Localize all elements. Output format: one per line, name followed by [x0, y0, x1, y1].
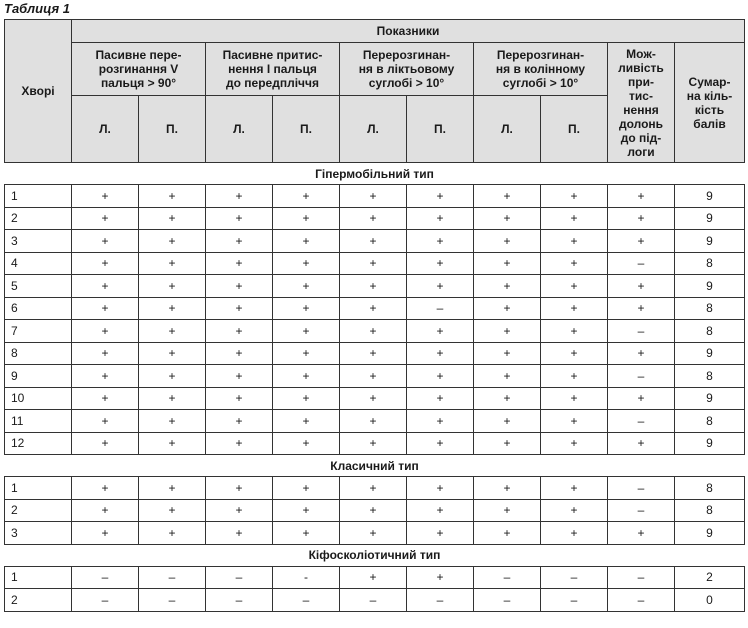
indicator-cell: – — [474, 589, 541, 612]
indicator-cell: + — [273, 230, 340, 253]
indicator-cell: + — [474, 252, 541, 275]
indicator-cell: + — [340, 499, 407, 522]
left-header: Л. — [72, 96, 139, 163]
indicator-cell: + — [407, 320, 474, 343]
indicator-cell: + — [474, 365, 541, 388]
indicator-cell: + — [407, 566, 474, 589]
indicator-cell: + — [72, 410, 139, 433]
indicator-cell: + — [541, 320, 608, 343]
indicator-cell: + — [72, 499, 139, 522]
indicator-cell: + — [139, 230, 206, 253]
indicator-cell: + — [206, 365, 273, 388]
indicator-cell: + — [541, 522, 608, 545]
patient-number: 7 — [5, 320, 72, 343]
indicator-cell: + — [139, 297, 206, 320]
indicator-cell: + — [72, 342, 139, 365]
indicator-cell: + — [72, 207, 139, 230]
indicator-cell: + — [407, 365, 474, 388]
indicator-cell: + — [541, 477, 608, 500]
indicator-cell: + — [72, 365, 139, 388]
section-title: Класичний тип — [5, 455, 745, 477]
total-score: 8 — [675, 365, 745, 388]
indicator-cell: + — [206, 477, 273, 500]
indicator-cell: + — [72, 320, 139, 343]
table-row — [5, 207, 745, 230]
indicator-cell: + — [340, 387, 407, 410]
indicator-cell: + — [340, 477, 407, 500]
indicator-cell: + — [407, 275, 474, 298]
total-score: 9 — [675, 522, 745, 545]
indicator-cell: + — [340, 410, 407, 433]
total-score: 8 — [675, 320, 745, 343]
indicator-cell: + — [474, 342, 541, 365]
indicator-cell: – — [608, 477, 675, 500]
indicator-cell: + — [407, 207, 474, 230]
indicator-cell: - — [273, 566, 340, 589]
indicator-cell: – — [608, 589, 675, 612]
total-score: 8 — [675, 410, 745, 433]
indicator-cell: + — [407, 432, 474, 455]
indicator-cell: – — [474, 566, 541, 589]
indicator-cell: + — [340, 297, 407, 320]
indicator-cell: + — [474, 297, 541, 320]
patient-number: 1 — [5, 477, 72, 500]
total-score: 0 — [675, 589, 745, 612]
table-row — [5, 185, 745, 208]
indicator-cell: – — [608, 410, 675, 433]
indicator-cell: + — [407, 522, 474, 545]
indicator-cell: + — [474, 387, 541, 410]
patient-number: 6 — [5, 297, 72, 320]
indicator-cell: – — [206, 589, 273, 612]
indicator-cell: + — [139, 432, 206, 455]
indicator-cell: + — [474, 207, 541, 230]
indicator-cell: + — [340, 432, 407, 455]
table-row — [5, 275, 745, 298]
indicator-cell: + — [474, 410, 541, 433]
indicator-cell: + — [72, 432, 139, 455]
indicator-cell: + — [541, 230, 608, 253]
indicator-cell: + — [273, 207, 340, 230]
indicator-cell: + — [474, 275, 541, 298]
indicator-cell: + — [206, 432, 273, 455]
indicator-cell: + — [139, 410, 206, 433]
indicator-cell: + — [206, 297, 273, 320]
section-title: Кіфосколіотичний тип — [5, 544, 745, 566]
total-score: 8 — [675, 252, 745, 275]
left-header: Л. — [206, 96, 273, 163]
indicator-cell: – — [340, 589, 407, 612]
indicator-cell: + — [72, 185, 139, 208]
table-row — [5, 432, 745, 455]
patient-number: 3 — [5, 522, 72, 545]
indicator-cell: + — [608, 297, 675, 320]
indicator-cell: + — [273, 387, 340, 410]
indicator-cell: + — [206, 499, 273, 522]
indicator-cell: + — [474, 230, 541, 253]
section-title: Гіпермобільний тип — [5, 163, 745, 185]
table-row — [5, 365, 745, 388]
patient-number: 11 — [5, 410, 72, 433]
indicator-cell: – — [407, 297, 474, 320]
table-row — [5, 522, 745, 545]
indicator-cell: + — [474, 320, 541, 343]
indicator-cell: – — [541, 589, 608, 612]
total-score: 9 — [675, 342, 745, 365]
total-score: 8 — [675, 499, 745, 522]
group-header-elbow: Перерозгинан- ня в ліктьовому суглобі > 10° — [340, 43, 474, 96]
indicator-cell: + — [541, 185, 608, 208]
indicator-cell: + — [273, 477, 340, 500]
indicator-cell: + — [541, 342, 608, 365]
table-row — [5, 477, 745, 500]
indicator-cell: + — [407, 342, 474, 365]
indicator-cell: + — [139, 365, 206, 388]
indicator-cell: + — [608, 275, 675, 298]
indicator-cell: + — [340, 252, 407, 275]
indicator-cell: + — [72, 275, 139, 298]
indicator-cell: + — [407, 410, 474, 433]
indicator-cell: – — [206, 566, 273, 589]
patient-number: 4 — [5, 252, 72, 275]
indicator-cell: + — [608, 185, 675, 208]
total-score: 9 — [675, 230, 745, 253]
indicator-cell: – — [72, 566, 139, 589]
indicator-cell: + — [608, 230, 675, 253]
patient-number: 12 — [5, 432, 72, 455]
table-row — [5, 320, 745, 343]
section-row — [5, 455, 745, 477]
indicator-cell: + — [541, 410, 608, 433]
patient-number: 3 — [5, 230, 72, 253]
indicator-cell: + — [72, 522, 139, 545]
indicator-cell: + — [474, 185, 541, 208]
indicator-cell: + — [541, 207, 608, 230]
indicator-cell: + — [340, 342, 407, 365]
indicator-cell: + — [541, 387, 608, 410]
indicator-cell: – — [608, 320, 675, 343]
indicators-header: Показники — [72, 20, 745, 43]
indicator-cell: + — [206, 342, 273, 365]
indicator-cell: + — [541, 365, 608, 388]
indicator-cell: – — [608, 252, 675, 275]
indicator-cell: + — [72, 252, 139, 275]
patient-number: 2 — [5, 499, 72, 522]
section-row — [5, 163, 745, 185]
indicator-cell: + — [206, 387, 273, 410]
group-header-thumb: Пасивне притис- нення І пальця до передпліччя — [206, 43, 340, 96]
patient-number: 10 — [5, 387, 72, 410]
indicator-cell: + — [273, 252, 340, 275]
indicator-cell: + — [407, 185, 474, 208]
indicator-cell: + — [541, 252, 608, 275]
indicator-cell: + — [541, 297, 608, 320]
indicator-cell: + — [139, 499, 206, 522]
indicator-cell: + — [72, 477, 139, 500]
group-header-finger5: Пасивне пере- розгинання V пальця > 90° — [72, 43, 206, 96]
indicator-cell: + — [608, 432, 675, 455]
indicator-cell: + — [273, 342, 340, 365]
right-header: П. — [139, 96, 206, 163]
total-score: 9 — [675, 432, 745, 455]
indicator-cell: + — [407, 230, 474, 253]
indicator-cell: + — [541, 432, 608, 455]
indicator-cell: + — [608, 387, 675, 410]
indicator-cell: + — [139, 275, 206, 298]
indicator-cell: + — [608, 207, 675, 230]
patient-number: 9 — [5, 365, 72, 388]
table-row — [5, 230, 745, 253]
table-row — [5, 589, 745, 612]
indicator-cell: + — [273, 432, 340, 455]
indicator-cell: + — [407, 252, 474, 275]
indicators-table — [4, 19, 745, 612]
group-header-knee: Перерозгинан- ня в колінному суглобі > 10° — [474, 43, 608, 96]
indicator-cell: + — [608, 522, 675, 545]
patient-number: 8 — [5, 342, 72, 365]
patient-number: 2 — [5, 589, 72, 612]
table-row — [5, 499, 745, 522]
indicator-cell: + — [273, 499, 340, 522]
indicator-cell: – — [608, 365, 675, 388]
total-score: 9 — [675, 185, 745, 208]
total-score: 2 — [675, 566, 745, 589]
total-score: 8 — [675, 477, 745, 500]
right-header: П. — [541, 96, 608, 163]
indicator-cell: + — [139, 387, 206, 410]
table-row — [5, 387, 745, 410]
indicator-cell: – — [139, 566, 206, 589]
indicator-cell: + — [340, 566, 407, 589]
table-caption: Таблиця 1 — [4, 1, 70, 16]
table-row — [5, 566, 745, 589]
indicator-cell: – — [273, 589, 340, 612]
indicator-cell: + — [608, 342, 675, 365]
indicator-cell: + — [273, 365, 340, 388]
indicator-cell: + — [474, 499, 541, 522]
indicator-cell: + — [139, 342, 206, 365]
indicator-cell: + — [206, 252, 273, 275]
indicator-cell: + — [273, 410, 340, 433]
indicator-cell: + — [340, 207, 407, 230]
indicator-cell: + — [273, 185, 340, 208]
table-row — [5, 410, 745, 433]
total-score: 9 — [675, 207, 745, 230]
indicator-cell: + — [474, 477, 541, 500]
indicator-cell: + — [206, 522, 273, 545]
indicator-cell: + — [273, 522, 340, 545]
indicator-cell: + — [340, 365, 407, 388]
left-header: Л. — [474, 96, 541, 163]
patient-number: 1 — [5, 566, 72, 589]
indicator-cell: + — [139, 185, 206, 208]
indicator-cell: + — [72, 387, 139, 410]
indicator-cell: + — [273, 320, 340, 343]
left-header: Л. — [340, 96, 407, 163]
table-body — [5, 163, 745, 612]
table-row — [5, 252, 745, 275]
indicator-cell: – — [608, 499, 675, 522]
indicator-cell: + — [407, 499, 474, 522]
indicator-cell: + — [206, 185, 273, 208]
indicator-cell: + — [72, 297, 139, 320]
total-score: 9 — [675, 275, 745, 298]
indicator-cell: – — [541, 566, 608, 589]
indicator-cell: + — [541, 275, 608, 298]
indicator-cell: + — [273, 297, 340, 320]
indicator-cell: – — [407, 589, 474, 612]
patient-number: 2 — [5, 207, 72, 230]
indicator-cell: + — [340, 275, 407, 298]
indicator-cell: + — [474, 522, 541, 545]
indicator-cell: + — [139, 522, 206, 545]
total-score: 9 — [675, 387, 745, 410]
patient-number: 1 — [5, 185, 72, 208]
indicator-cell: + — [340, 320, 407, 343]
indicator-cell: + — [474, 432, 541, 455]
table-row — [5, 342, 745, 365]
indicator-cell: + — [72, 230, 139, 253]
indicator-cell: + — [139, 477, 206, 500]
total-header: Сумар- на кіль- кість балів — [675, 43, 745, 163]
indicator-cell: + — [340, 185, 407, 208]
total-score: 8 — [675, 297, 745, 320]
indicator-cell: – — [139, 589, 206, 612]
indicator-cell: + — [206, 275, 273, 298]
indicator-cell: + — [206, 207, 273, 230]
indicator-cell: + — [139, 207, 206, 230]
indicator-cell: + — [407, 477, 474, 500]
right-header: П. — [273, 96, 340, 163]
table-row — [5, 297, 745, 320]
indicator-cell: + — [273, 275, 340, 298]
indicator-cell: + — [541, 499, 608, 522]
right-header: П. — [407, 96, 474, 163]
indicator-cell: – — [608, 566, 675, 589]
indicator-cell: – — [72, 589, 139, 612]
patient-number: 5 — [5, 275, 72, 298]
indicator-cell: + — [206, 410, 273, 433]
indicator-cell: + — [139, 320, 206, 343]
palms-header: Мож- ливість при- тис- нення долонь до під- логи — [608, 43, 675, 163]
indicator-cell: + — [340, 522, 407, 545]
indicator-cell: + — [206, 230, 273, 253]
patients-header: Хворі — [5, 20, 72, 163]
indicator-cell: + — [340, 230, 407, 253]
indicator-cell: + — [206, 320, 273, 343]
indicator-cell: + — [139, 252, 206, 275]
section-row — [5, 544, 745, 566]
indicator-cell: + — [407, 387, 474, 410]
